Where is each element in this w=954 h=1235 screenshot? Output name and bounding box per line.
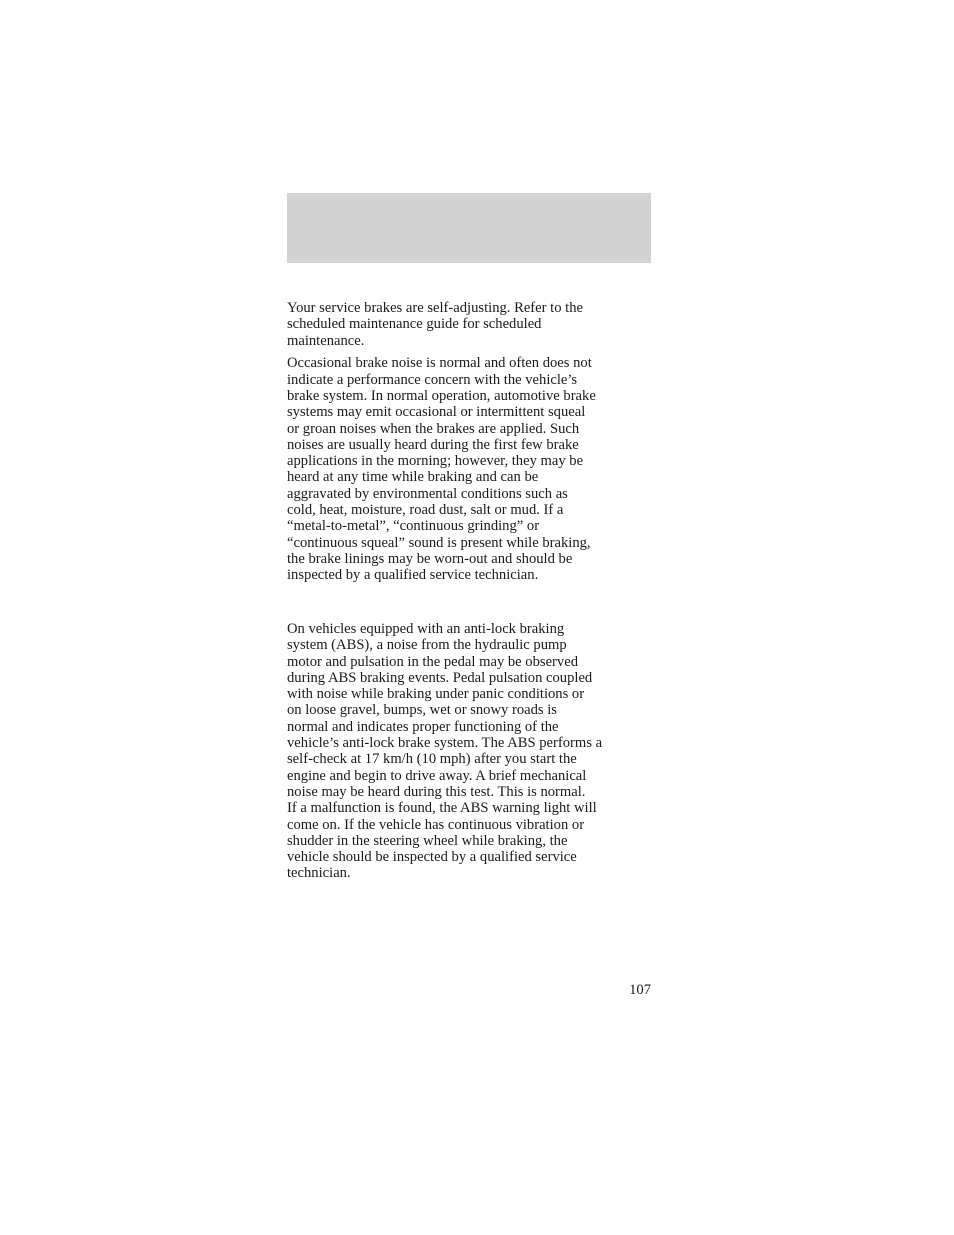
abs-section xyxy=(287,621,653,882)
page-number: 107 xyxy=(629,982,651,998)
section-header-band xyxy=(287,193,651,263)
brakes-paragraph-1: Your service brakes are self-adjusting. Refer to the scheduled maintenance guide for scheduled maintenance. xyxy=(287,300,583,349)
brakes-paragraph-2: Occasional brake noise is normal and often does not indicate a performance concern with the vehicle’s brake system. In normal operation, automotive brake systems may emit occasional or intermittent squeal or groan noises when the brakes are applied. Such noises are usually heard during the first few brake applications in the morning; however, they may be heard at any time while braking and can be aggravated by environmental conditions such as cold, heat, moisture, road dust, salt or mud. If a “metal-to-metal”, “continuous grinding” or “continuous squeal” sound is present while braking, the brake linings may be worn-out and should be inspected by a qualified service technician. xyxy=(287,355,596,584)
brakes-section xyxy=(287,300,653,584)
abs-paragraph: On vehicles equipped with an anti-lock braking system (ABS), a noise from the hydraulic pump motor and pulsation in the pedal may be observed during ABS braking events. Pedal pulsation coupled with noise while braking under panic conditions or on loose gravel, bumps, wet or snowy roads is normal and indicates proper functioning of the vehicle’s anti-lock brake system. The ABS performs a self-check at 17 km/h (10 mph) after you start the engine and begin to drive away. A brief mechanical noise may be heard during this test. This is normal. If a malfunction is found, the ABS warning light will come on. If the vehicle has continuous vibration or shudder in the steering wheel while braking, the vehicle should be inspected by a qualified service technician. xyxy=(287,621,603,882)
